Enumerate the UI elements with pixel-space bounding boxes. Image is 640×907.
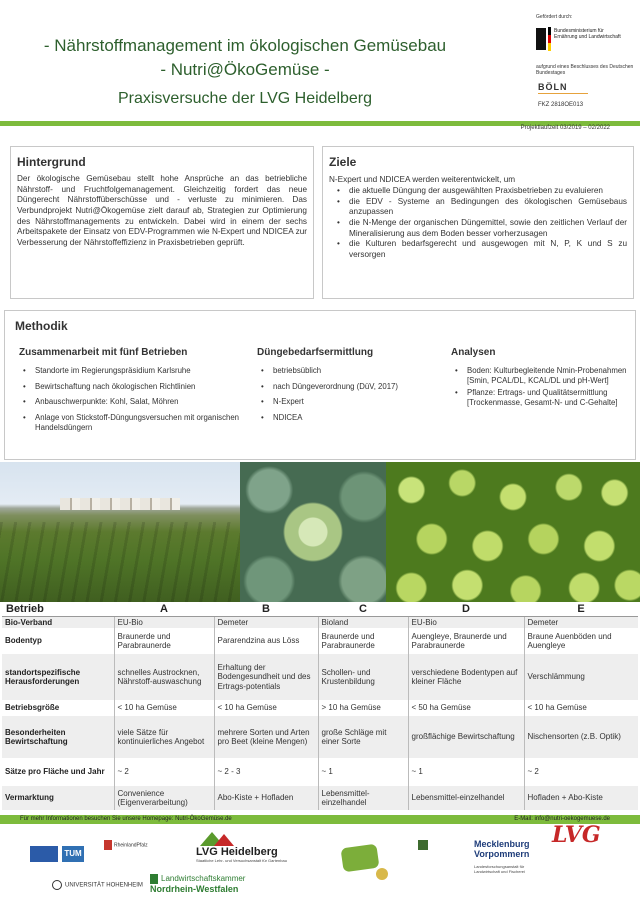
- methodik-box: [4, 310, 636, 460]
- table-cell: ~ 2 - 3: [214, 758, 318, 786]
- table-cell: ~ 2: [524, 758, 638, 786]
- table-header-cell: B: [214, 602, 318, 616]
- table-cell: Lebensmittel-einzelhandel: [408, 786, 524, 810]
- ziele-item: • die N-Menge der organischen Düngemittel, sowie den zeitlichen Verlauf der Mineralisierung aus dem Boden besser vorherzusagen: [329, 218, 627, 239]
- hintergrund-text: Der ökologische Gemüsebau stellt hohe Ansprüche an das betriebliche Nährstoff- und Fruchtfolgemanagement. Gleichzeitig fordert das neue Düngerecht Nährstoffüberschüsse und - verluste zu minimieren. Das Verbundprojekt Nutri@Ökogemüse zielt darauf ab, Strategien zur Optimierung des Nährstoffmanagements zu entwickeln. Dabei wird in einem der sechs Arbeitspakete der Einsatz von EDV-Programmen wie N-Expert und NDICEA zur Verbesserung der Nährstoffeffizienz in Praxisbetrieben geprüft.: [17, 174, 307, 247]
- title-line-2: - Nutri@ÖkoGemüse -: [160, 60, 330, 79]
- table-cell: Bioland: [318, 616, 408, 628]
- hintergrund-box: [10, 146, 314, 299]
- table-row-header: Sätze pro Fläche und Jahr: [5, 767, 105, 777]
- mountain-icon: [214, 834, 234, 846]
- table-cell: verschiedene Bodentypen auf kleiner Fläche: [408, 654, 524, 700]
- forschung-logo: [418, 840, 468, 862]
- mv-logo: [474, 840, 530, 860]
- table-header-cell: A: [114, 602, 214, 616]
- table-header-row: [2, 602, 638, 616]
- table-row: [2, 786, 638, 810]
- table-cell: Braunerde und Parabraunerde: [114, 628, 214, 654]
- ziele-item: • die aktuelle Düngung der ausgewählten Praxisbetrieben zu evaluieren: [329, 186, 627, 197]
- table-cell: Lebensmittel-einzelhandel: [318, 786, 408, 810]
- betriebe-table: [2, 602, 638, 810]
- lvg-name: LVG Heidelberg: [196, 846, 278, 858]
- homepage-link[interactable]: Für mehr Informationen besuchen Sie unsere Homepage: Nutri-ÖkoGemüse.de: [20, 816, 232, 822]
- table-row: [2, 716, 638, 758]
- lvg-heidelberg-logo: [196, 832, 287, 863]
- photo-cabbage: [240, 462, 386, 602]
- betriebe-item: • Anbauschwerpunkte: Kohl, Salat, Möhren: [19, 397, 239, 407]
- lvg-bw-logo: [552, 822, 622, 858]
- table-cell: ~ 1: [318, 758, 408, 786]
- table-cell: mehrere Sorten und Arten pro Beet (kleine Mengen): [214, 716, 318, 758]
- betriebe-item: • Bewirtschaftung nach ökologischen Richtlinien: [19, 382, 239, 392]
- funder-note: aufgrund eines Beschlusses des Deutschen Bundestages: [536, 64, 634, 77]
- table-cell: viele Sätze für kontinuierliches Angebot: [114, 716, 214, 758]
- table-cell: Verschlämmung: [524, 654, 638, 700]
- table-row: [2, 758, 638, 786]
- table-cell: < 10 ha Gemüse: [214, 700, 318, 716]
- funder-label: Gefördert durch:: [536, 14, 573, 20]
- table-cell: EU-Bio: [114, 616, 214, 628]
- table-header-cell: D: [408, 602, 524, 616]
- shield-icon: [104, 840, 112, 850]
- poster-header: [0, 0, 640, 122]
- boeln-logo: BÖLN: [538, 82, 568, 92]
- table-cell: Schollen- und Krustenbildung: [318, 654, 408, 700]
- ziele-list: [329, 186, 627, 261]
- bmel-logo: [536, 24, 636, 54]
- methodik-duengebedarf: [257, 347, 437, 429]
- duengebedarf-item: • betriebsüblich: [257, 366, 437, 376]
- duengebedarf-item: • nach Düngeverordnung (DüV, 2017): [257, 382, 437, 392]
- duengebedarf-item: • N-Expert: [257, 397, 437, 407]
- ministry-name: Bundesministerium für Ernährung und Landwirtschaft: [554, 28, 621, 41]
- photo-lettuce: [386, 462, 640, 602]
- table-cell: Braune Auenböden und Auengleye: [524, 628, 638, 654]
- mv-subtitle: Landesforschungsanstalt für Landwirtschaft und Fischerei: [474, 864, 525, 874]
- lvg-bw-label: LVG: [552, 822, 601, 848]
- table-row: [2, 654, 638, 700]
- table-row-header: Betriebsgröße: [5, 703, 60, 713]
- table-cell: Demeter: [214, 616, 318, 628]
- seal-icon: [376, 868, 388, 880]
- table-cell: > 10 ha Gemüse: [318, 700, 408, 716]
- table-cell: Nischensorten (z.B. Optik): [524, 716, 638, 758]
- table-header-cell: Betrieb: [2, 602, 114, 616]
- title-line-1: - Nährstoffmanagement im ökologischen Gemüsebau: [43, 36, 447, 55]
- table-cell: Braunerde und Parabraunerde: [318, 628, 408, 654]
- rlp-label: RheinlandPfalz: [114, 842, 148, 849]
- table-row-header: Bodentyp: [5, 636, 42, 646]
- lfl-logo: [376, 868, 426, 880]
- title-line-3: Praxisversuche der LVG Heidelberg: [117, 90, 373, 107]
- table-header-cell: C: [318, 602, 408, 616]
- ziele-box: [322, 146, 634, 299]
- ziele-heading: Ziele: [329, 155, 357, 169]
- table-row: [2, 616, 638, 628]
- duengebedarf-item: • NDICEA: [257, 413, 437, 423]
- ziele-item: • die Kulturen bedarfsgerecht und ausgewogen mit N, P, K und S zu versorgen: [329, 239, 627, 260]
- analysen-item: • Boden: Kulturbegleitende Nmin-Probenahmen [Smin, PCAL/DL, KCAL/DL und pH-Wert]: [451, 366, 631, 385]
- methodik-analysen: [451, 347, 631, 411]
- table-row: [2, 628, 638, 654]
- table-cell: ~ 2: [114, 758, 214, 786]
- table-cell: große Schläge mit einer Sorte: [318, 716, 408, 758]
- email-link[interactable]: E-Mail: info@nutri-oekogemuese.de: [514, 816, 610, 822]
- table-cell: schnelles Austrocknen, Nährstoff-auswaschung: [114, 654, 214, 700]
- flag-icon: [548, 27, 551, 51]
- boeln-underline: [538, 93, 588, 94]
- table-row: [2, 700, 638, 716]
- eagle-icon: [536, 28, 546, 50]
- methodik-betriebe: [19, 347, 239, 439]
- analysen-item: • Pflanze: Ertrags- und Qualitätsermittlung [Trockenmasse, Gesamt-N- und C-Gehalte]: [451, 388, 631, 407]
- table-cell: < 10 ha Gemüse: [114, 700, 214, 716]
- project-duration: Projektlaufzeit 03/2019 – 02/2022: [520, 125, 610, 131]
- seal-icon: [52, 880, 62, 890]
- hohenheim-label: UNIVERSITÄT HOHENHEIM: [65, 882, 143, 889]
- betriebe-item: • Anlage von Stickstoff-Düngungsversuchen mit organischen Handelsdüngern: [19, 413, 239, 432]
- analysen-heading: Analysen: [451, 347, 496, 358]
- table-cell: Auengleye, Braunerde und Parabraunerde: [408, 628, 524, 654]
- fkz-number: FKZ 2818OE013: [538, 102, 584, 108]
- betriebe-heading: Zusammenarbeit mit fünf Betrieben: [19, 347, 188, 358]
- table-row-header: Bio-Verband: [2, 616, 114, 628]
- table-cell: ~ 1: [408, 758, 524, 786]
- mv-label-2: Vorpommern: [474, 848, 530, 859]
- table-cell: < 50 ha Gemüse: [408, 700, 524, 716]
- ziele-intro: N-Expert und NDICEA werden weiterentwickelt, um: [329, 175, 516, 184]
- table-cell: Convenience (Eigenverarbeitung): [114, 786, 214, 810]
- methodik-heading: Methodik: [15, 319, 68, 333]
- hohenheim-logo: [52, 880, 143, 890]
- lwk-icon: [150, 874, 158, 884]
- lwk-label-2: Nordrhein-Westfalen: [150, 884, 239, 894]
- table-cell: großflächige Bewirtschaftung: [408, 716, 524, 758]
- hochschule-logo: [341, 844, 380, 873]
- hintergrund-heading: Hintergrund: [17, 155, 86, 169]
- table-cell: EU-Bio: [408, 616, 524, 628]
- lwk-label-1: Landwirtschaftskammer: [161, 874, 246, 884]
- table-cell: Hofladen + Abo-Kiste: [524, 786, 638, 810]
- table-cell: < 10 ha Gemüse: [524, 700, 638, 716]
- hu-berlin-logo: [30, 846, 58, 862]
- table-row-header: standortspezifische Herausforderungen: [2, 654, 114, 700]
- institute-icon: [418, 840, 428, 850]
- duengebedarf-heading: Düngebedarfsermittlung: [257, 347, 374, 358]
- photo-carrot-field: [0, 462, 240, 602]
- tum-logo: TUM: [62, 846, 84, 862]
- mv-label-1: Mecklenburg: [474, 839, 530, 849]
- lvg-subtitle: Staatliche Lehr- und Versuchsanstalt für Gartenbau: [196, 858, 287, 863]
- table-cell: Erhaltung der Bodengesundheit und des Ertrags-potentials: [214, 654, 318, 700]
- betriebe-item: • Standorte im Regierungspräsidium Karlsruhe: [19, 366, 239, 376]
- table-cell: Demeter: [524, 616, 638, 628]
- rlp-logo: [104, 840, 164, 850]
- table-cell: Pararendzina aus Löss: [214, 628, 318, 654]
- table-cell: Abo-Kiste + Hofladen: [214, 786, 318, 810]
- table-header-cell: E: [524, 602, 638, 616]
- ziele-item: • die EDV - Systeme an Bedingungen des ökologischen Gemüsebaus anzupassen: [329, 197, 627, 218]
- lwk-nrw-logo: [150, 874, 245, 895]
- table-row-header: Vermarktung: [2, 786, 114, 810]
- table-row-header: Besonderheiten Bewirtschaftung: [2, 716, 114, 758]
